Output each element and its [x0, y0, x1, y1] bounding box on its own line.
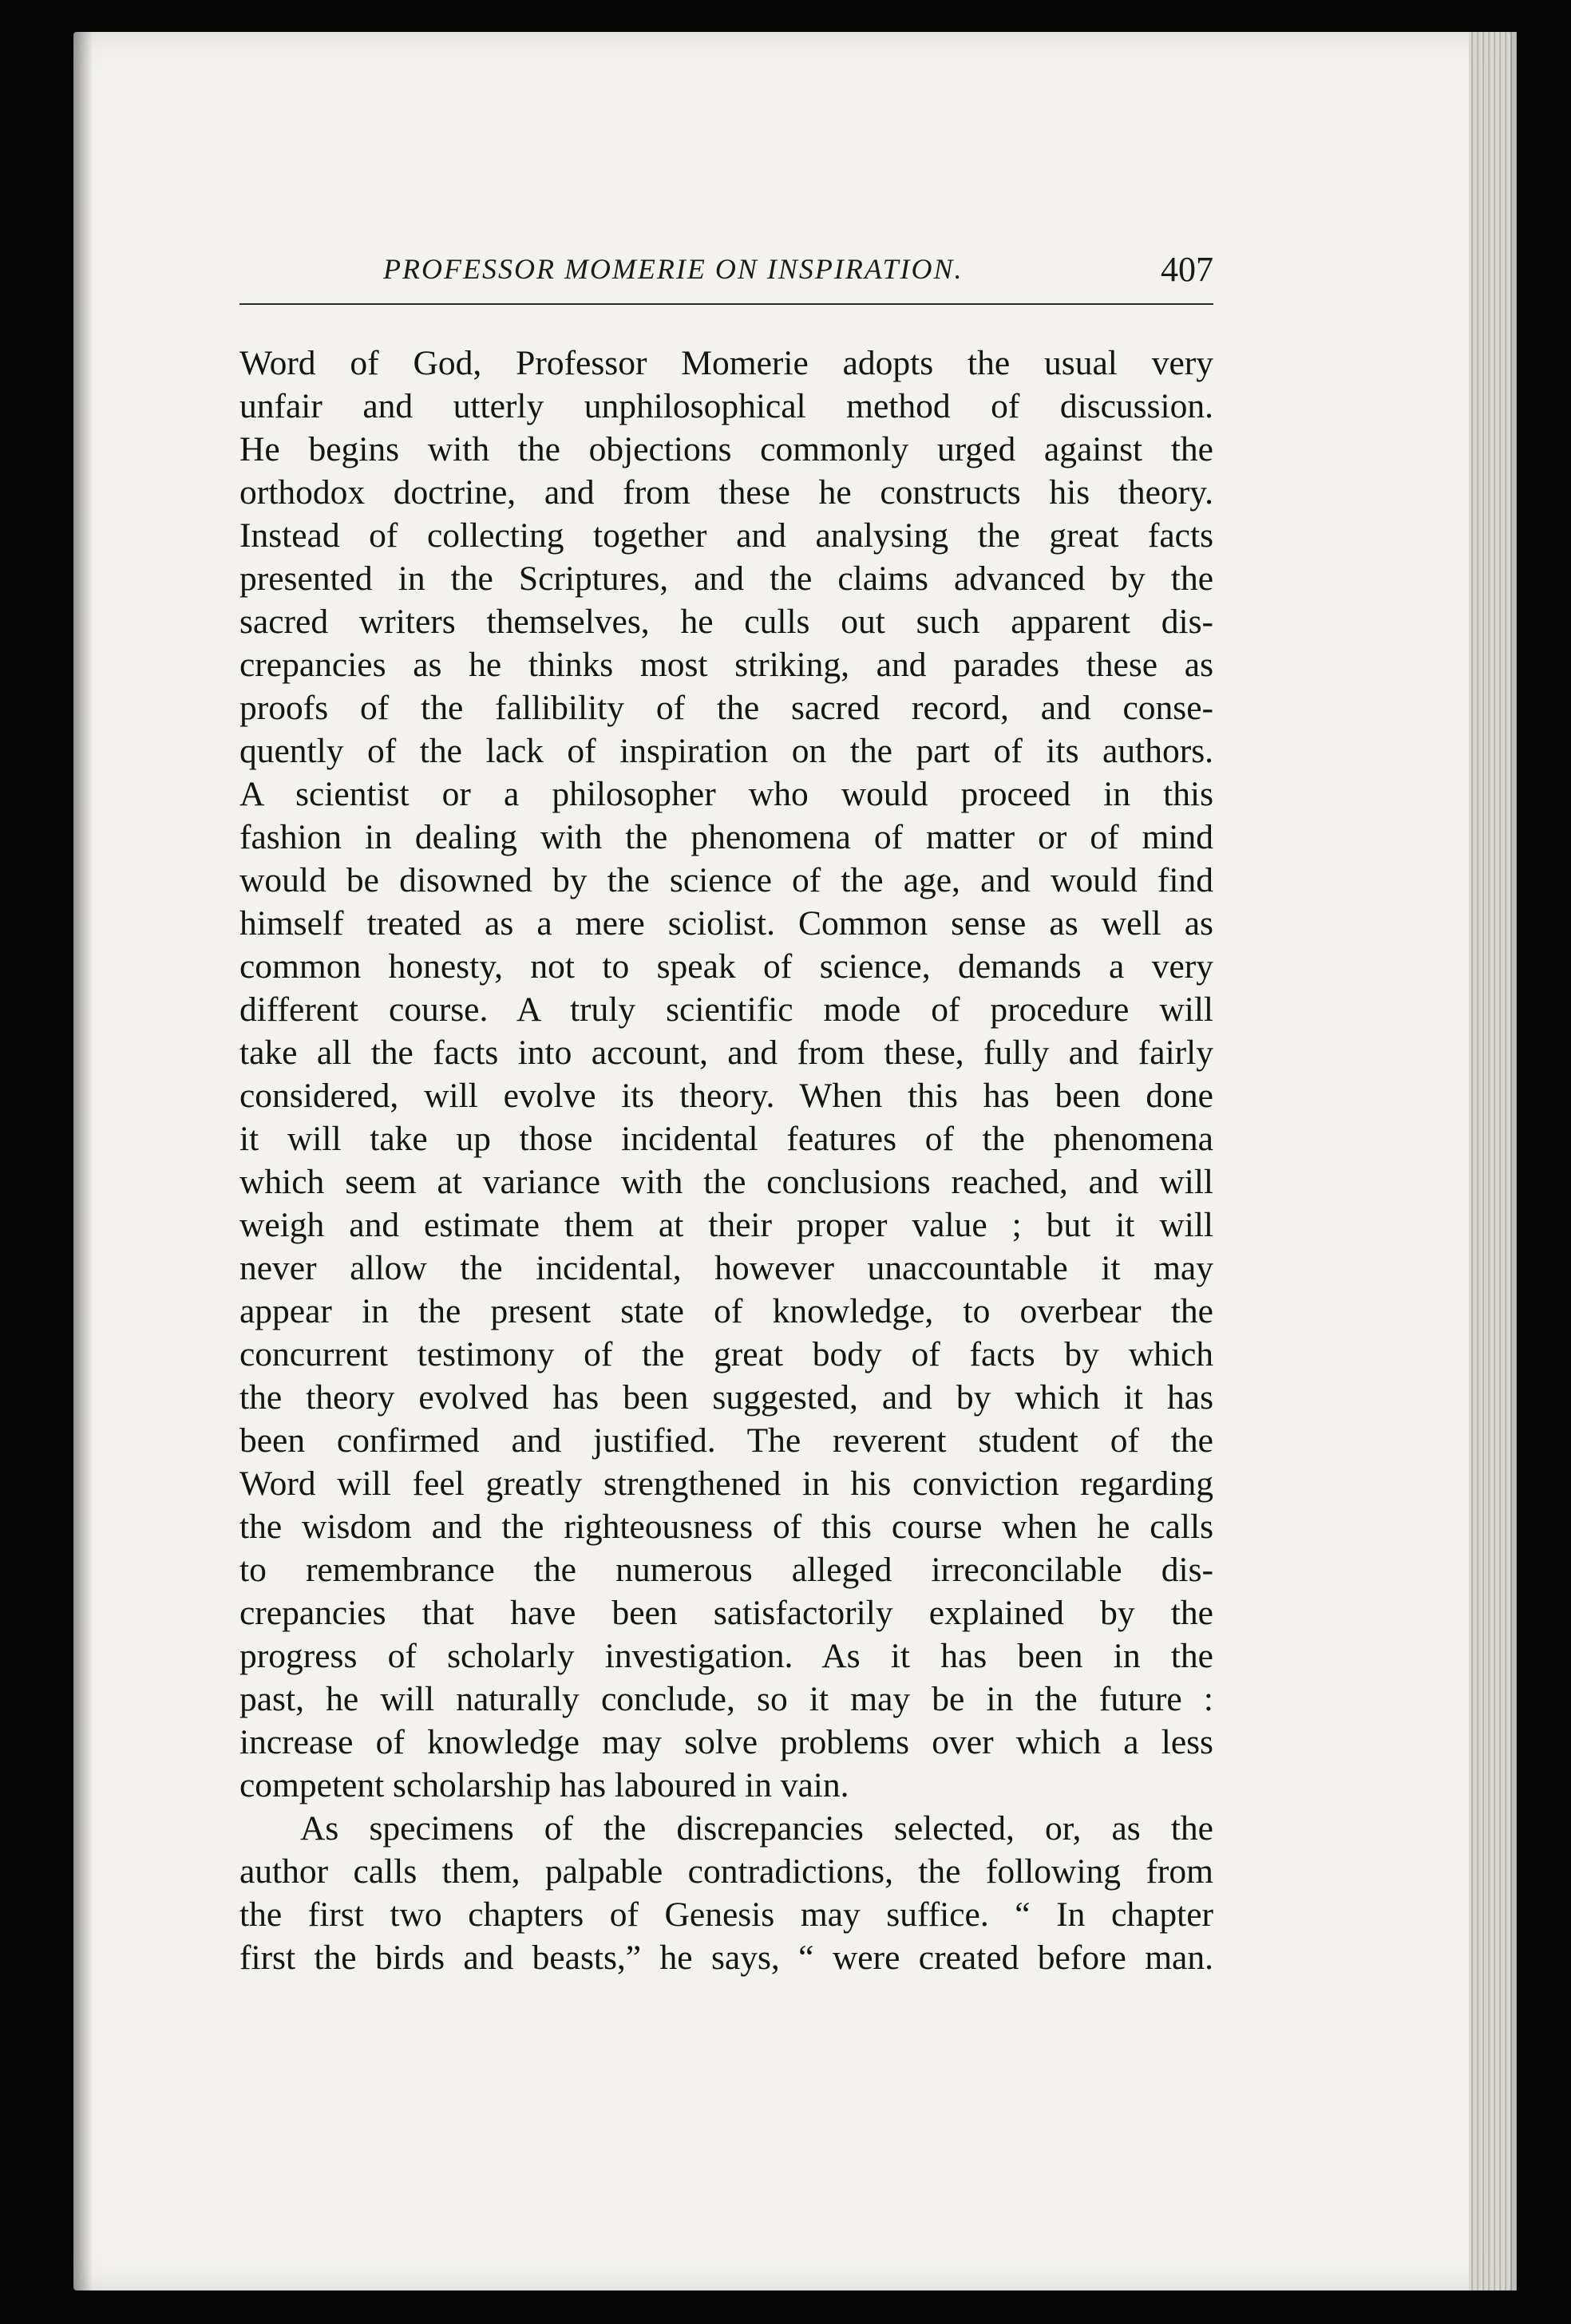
page-edges	[1469, 32, 1517, 2290]
text-line: considered, will evolve its theory. When this has been done	[239, 1077, 1213, 1115]
text-line: As specimens of the discrepancies selected, or, as the	[300, 1809, 1213, 1848]
text-line: common honesty, not to speak of science, demands a very	[239, 947, 1213, 986]
text-line: presented in the Scriptures, and the claims advanced by the	[239, 559, 1213, 598]
text-line: appear in the present state of knowledge, to overbear the	[239, 1292, 1213, 1330]
text-line: the wisdom and the righteousness of this course when he calls	[239, 1508, 1213, 1546]
page-header	[239, 252, 1213, 308]
paragraph	[239, 1807, 1213, 1979]
text-line: Word of God, Professor Momerie adopts the usual very	[239, 344, 1213, 382]
text-line: crepancies that have been satisfactorily explained by the	[239, 1594, 1213, 1632]
text-line: increase of knowledge may solve problems over which a less	[239, 1723, 1213, 1761]
header-rule	[239, 303, 1213, 305]
text-line: A scientist or a philosopher who would proceed in this	[239, 775, 1213, 813]
text-line: quently of the lack of inspiration on the part of its authors.	[239, 732, 1213, 770]
text-line: different course. A truly scientific mode of procedure will	[239, 990, 1213, 1029]
text-line: past, he will naturally conclude, so it may be in the future :	[239, 1680, 1213, 1718]
gutter-shadow	[73, 32, 93, 2290]
text-line: progress of scholarly investigation. As it has been in the	[239, 1637, 1213, 1675]
text-line: it will take up those incidental features of the phenomena	[239, 1120, 1213, 1158]
text-line: crepancies as he thinks most striking, and parades these as	[239, 646, 1213, 684]
text-line: unfair and utterly unphilosophical method of discussion.	[239, 387, 1213, 425]
text-line: the first two chapters of Genesis may suffice. “ In chapter	[239, 1895, 1213, 1934]
text-line: Word will feel greatly strengthened in his conviction regarding	[239, 1464, 1213, 1503]
paragraph	[239, 342, 1213, 1807]
text-line: sacred writers themselves, he culls out such apparent dis-	[239, 603, 1213, 641]
text-line: to remembrance the numerous alleged irreconcilable dis-	[239, 1551, 1213, 1589]
text-line: weigh and estimate them at their proper value ; but it will	[239, 1206, 1213, 1244]
text-line: concurrent testimony of the great body of facts by which	[239, 1335, 1213, 1373]
text-line: take all the facts into account, and from these, fully and fairly	[239, 1034, 1213, 1072]
text-line: proofs of the fallibility of the sacred record, and conse-	[239, 689, 1213, 727]
text-line: competent scholarship has laboured in vain.	[239, 1766, 849, 1804]
text-line: been confirmed and justified. The reverent student of the	[239, 1421, 1213, 1460]
text-line: He begins with the objections commonly urged against the	[239, 430, 1213, 468]
body-text	[239, 342, 1213, 1979]
text-line: himself treated as a mere sciolist. Common sense as well as	[239, 904, 1213, 943]
text-line: orthodox doctrine, and from these he constructs his theory.	[239, 473, 1213, 512]
text-line: author calls them, palpable contradictions, the following from	[239, 1852, 1213, 1891]
running-title: PROFESSOR MOMERIE ON INSPIRATION.	[383, 253, 964, 285]
text-line: never allow the incidental, however unaccountable it may	[239, 1249, 1213, 1287]
text-line: fashion in dealing with the phenomena of matter or of mind	[239, 818, 1213, 856]
text-line: would be disowned by the science of the age, and would find	[239, 861, 1213, 899]
text-line: Instead of collecting together and analysing the great facts	[239, 516, 1213, 555]
text-line: which seem at variance with the conclusions reached, and will	[239, 1163, 1213, 1201]
text-line: the theory evolved has been suggested, and by which it has	[239, 1378, 1213, 1417]
page-number: 407	[1161, 250, 1213, 289]
text-line: first the birds and beasts,” he says, “ were created before man.	[239, 1939, 1213, 1977]
